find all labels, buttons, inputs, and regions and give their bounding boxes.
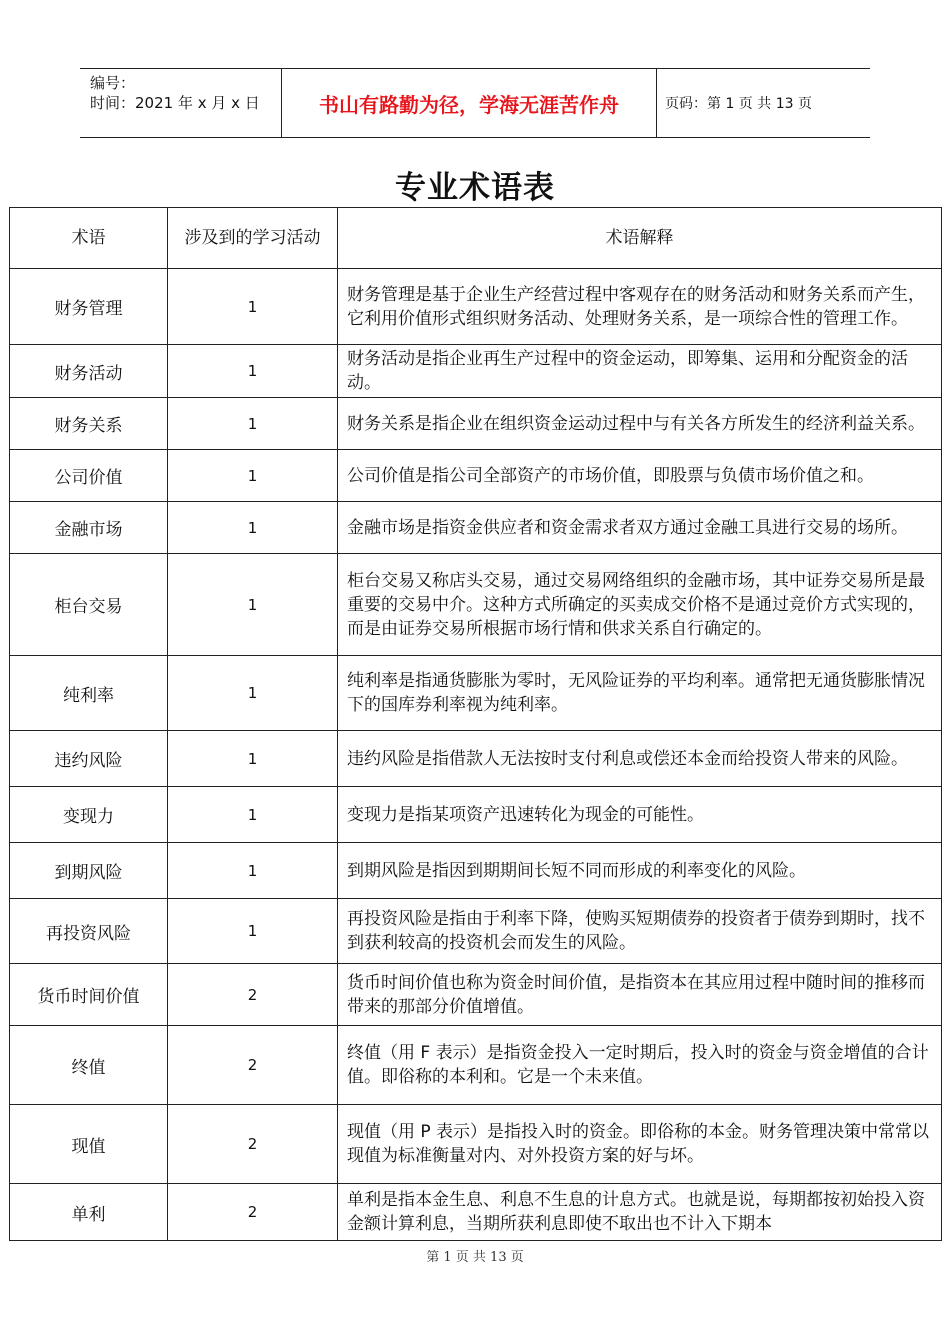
term-cell: 财务活动 bbox=[10, 345, 168, 398]
activity-cell: 1 bbox=[168, 554, 338, 656]
table-row bbox=[10, 899, 942, 964]
term-cell: 财务管理 bbox=[10, 269, 168, 345]
document-header bbox=[80, 68, 870, 138]
table-row bbox=[10, 450, 942, 502]
time-label: 时间：2021 年 x 月 x 日 bbox=[90, 94, 260, 112]
header-motto: 书山有路勤为径，学海无涯苦作舟 bbox=[282, 69, 657, 137]
activity-cell: 1 bbox=[168, 345, 338, 398]
header-term: 术语 bbox=[10, 208, 168, 269]
page-title: 专业术语表 bbox=[395, 170, 555, 206]
term-cell: 财务关系 bbox=[10, 398, 168, 450]
table-row bbox=[10, 502, 942, 554]
activity-cell: 1 bbox=[168, 398, 338, 450]
table-row bbox=[10, 1184, 942, 1241]
glossary-table bbox=[9, 207, 942, 1241]
activity-cell: 1 bbox=[168, 656, 338, 731]
term-cell: 公司价值 bbox=[10, 450, 168, 502]
term-cell: 到期风险 bbox=[10, 843, 168, 899]
header-activity: 涉及到的学习活动 bbox=[168, 208, 338, 269]
activity-cell: 1 bbox=[168, 450, 338, 502]
header-page-info: 页码：第 1 页 共 13 页 bbox=[665, 96, 812, 112]
definition-cell: 财务活动是指企业再生产过程中的资金运动，即筹集、运用和分配资金的活动。 bbox=[338, 345, 942, 398]
table-row bbox=[10, 1026, 942, 1105]
activity-cell: 2 bbox=[168, 1026, 338, 1105]
definition-cell: 财务关系是指企业在组织资金运动过程中与有关各方所发生的经济利益关系。 bbox=[338, 398, 942, 450]
table-row bbox=[10, 554, 942, 656]
number-label: 编号： bbox=[90, 74, 136, 92]
term-cell: 违约风险 bbox=[10, 731, 168, 787]
activity-cell: 1 bbox=[168, 843, 338, 899]
activity-cell: 1 bbox=[168, 899, 338, 964]
term-cell: 金融市场 bbox=[10, 502, 168, 554]
table-header-row bbox=[10, 208, 942, 269]
table-row bbox=[10, 398, 942, 450]
table-row bbox=[10, 269, 942, 345]
page-footer: 第 1 页 共 13 页 bbox=[426, 1250, 524, 1265]
definition-cell: 违约风险是指借款人无法按时支付利息或偿还本金而给投资人带来的风险。 bbox=[338, 731, 942, 787]
definition-cell: 现值（用 P 表示）是指投入时的资金。即俗称的本金。财务管理决策中常常以现值为标准衡量对内、对外投资方案的好与坏。 bbox=[338, 1105, 942, 1184]
table-row bbox=[10, 656, 942, 731]
term-cell: 单利 bbox=[10, 1184, 168, 1241]
activity-cell: 1 bbox=[168, 731, 338, 787]
table-row bbox=[10, 843, 942, 899]
activity-cell: 1 bbox=[168, 269, 338, 345]
definition-cell: 纯利率是指通货膨胀为零时，无风险证券的平均利率。通常把无通货膨胀情况下的国库券利率视为纯利率。 bbox=[338, 656, 942, 731]
term-cell: 柜台交易 bbox=[10, 554, 168, 656]
activity-cell: 2 bbox=[168, 1184, 338, 1241]
table-row bbox=[10, 964, 942, 1026]
definition-cell: 变现力是指某项资产迅速转化为现金的可能性。 bbox=[338, 787, 942, 843]
term-cell: 货币时间价值 bbox=[10, 964, 168, 1026]
term-cell: 再投资风险 bbox=[10, 899, 168, 964]
table-row bbox=[10, 731, 942, 787]
term-cell: 纯利率 bbox=[10, 656, 168, 731]
table-row bbox=[10, 787, 942, 843]
definition-cell: 货币时间价值也称为资金时间价值，是指资本在其应用过程中随时间的推移而带来的那部分价值增值。 bbox=[338, 964, 942, 1026]
definition-cell: 财务管理是基于企业生产经营过程中客观存在的财务活动和财务关系而产生，它利用价值形式组织财务活动、处理财务关系，是一项综合性的管理工作。 bbox=[338, 269, 942, 345]
table-row bbox=[10, 1105, 942, 1184]
definition-cell: 柜台交易又称店头交易，通过交易网络组织的金融市场，其中证券交易所是最重要的交易中介。这种方式所确定的买卖成交价格不是通过竞价方式实现的，而是由证券交易所根据市场行情和供求关系自行确定的。 bbox=[338, 554, 942, 656]
definition-cell: 单利是指本金生息、利息不生息的计息方式。也就是说，每期都按初始投入资金额计算利息，当期所获利息即使不取出也不计入下期本 bbox=[338, 1184, 942, 1241]
activity-cell: 1 bbox=[168, 502, 338, 554]
definition-cell: 金融市场是指资金供应者和资金需求者双方通过金融工具进行交易的场所。 bbox=[338, 502, 942, 554]
table-row bbox=[10, 345, 942, 398]
term-cell: 现值 bbox=[10, 1105, 168, 1184]
header-meta bbox=[80, 69, 282, 137]
activity-cell: 2 bbox=[168, 1105, 338, 1184]
activity-cell: 1 bbox=[168, 787, 338, 843]
header-definition: 术语解释 bbox=[338, 208, 942, 269]
term-cell: 终值 bbox=[10, 1026, 168, 1105]
definition-cell: 终值（用 F 表示）是指资金投入一定时期后，投入时的资金与资金增值的合计值。即俗称的本利和。它是一个未来值。 bbox=[338, 1026, 942, 1105]
definition-cell: 到期风险是指因到期期间长短不同而形成的利率变化的风险。 bbox=[338, 843, 942, 899]
definition-cell: 公司价值是指公司全部资产的市场价值，即股票与负债市场价值之和。 bbox=[338, 450, 942, 502]
activity-cell: 2 bbox=[168, 964, 338, 1026]
definition-cell: 再投资风险是指由于利率下降，使购买短期债券的投资者于债券到期时，找不到获利较高的投资机会而发生的风险。 bbox=[338, 899, 942, 964]
term-cell: 变现力 bbox=[10, 787, 168, 843]
